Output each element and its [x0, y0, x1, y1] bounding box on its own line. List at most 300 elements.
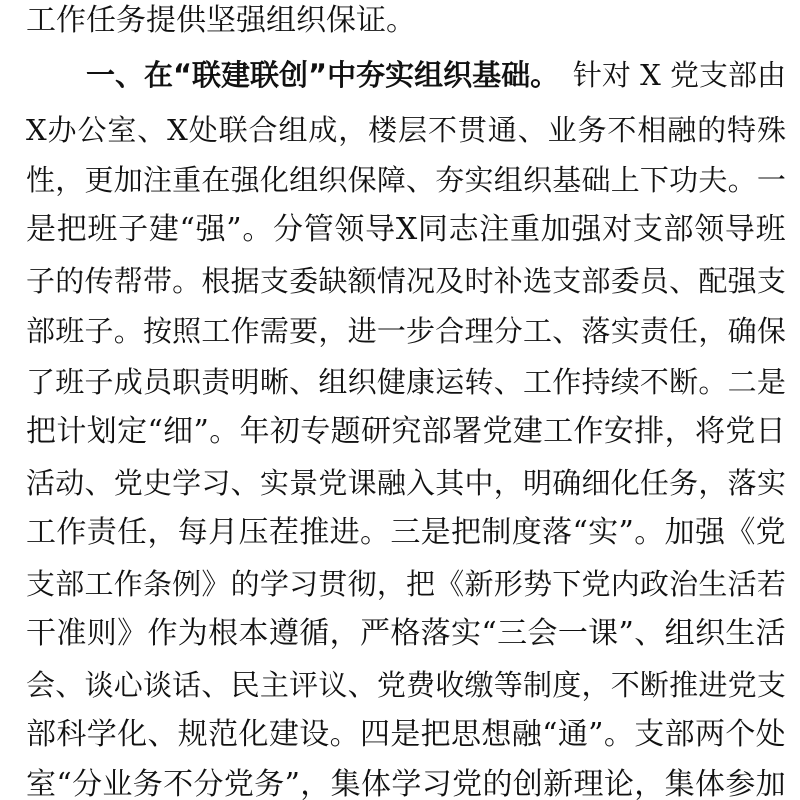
glyph: 党: [113, 466, 143, 500]
glyph: 议: [318, 668, 348, 702]
glyph: 是: [756, 365, 786, 399]
glyph: 定: [117, 414, 148, 449]
glyph: 循: [299, 616, 330, 651]
glyph: 题: [330, 414, 361, 449]
glyph: 组: [318, 365, 348, 399]
glyph: 民: [230, 668, 260, 702]
glyph: 党: [581, 567, 611, 601]
glyph: 下: [552, 567, 582, 601]
glyph: 保: [756, 314, 786, 348]
glyph: 推: [299, 515, 330, 550]
glyph: 管: [303, 212, 334, 247]
glyph: 处: [755, 717, 786, 752]
glyph: 融: [667, 113, 697, 147]
glyph: 功: [669, 163, 699, 197]
glyph: 学: [86, 717, 117, 752]
section-heading: 一、在“联建联创”中夯实组织基础。: [86, 58, 560, 92]
glyph: 部: [664, 717, 695, 752]
glyph: 中: [464, 466, 494, 500]
glyph: 续: [610, 365, 640, 399]
glyph: ，: [698, 466, 728, 500]
glyph: 》: [201, 567, 231, 601]
glyph: 加: [540, 212, 571, 247]
glyph: 转: [464, 365, 494, 399]
glyph: 作: [230, 314, 260, 348]
glyph: 划: [86, 414, 117, 449]
glyph: 把: [451, 515, 482, 550]
glyph: 习: [289, 567, 319, 601]
glyph: 照: [172, 314, 202, 348]
glyph: 党: [727, 668, 757, 702]
glyph: 度: [552, 668, 582, 702]
glyph: 不: [427, 113, 457, 147]
glyph: 习: [201, 466, 231, 500]
glyph: 分: [72, 767, 103, 800]
glyph: 四: [359, 717, 390, 752]
glyph: “: [56, 767, 72, 800]
text-line-5: [26, 205, 786, 255]
glyph: 政: [639, 567, 669, 601]
glyph: 想: [481, 717, 512, 752]
glyph: X: [395, 212, 418, 247]
glyph: 务: [577, 113, 607, 147]
glyph: 党: [755, 515, 786, 550]
glyph: 作: [56, 515, 87, 550]
glyph: 下: [639, 163, 669, 197]
glyph: 织: [347, 365, 377, 399]
glyph: 谈: [142, 668, 172, 702]
glyph: 科: [56, 717, 87, 752]
text-line-10: [26, 458, 786, 508]
glyph: 务: [669, 466, 699, 500]
glyph: 重: [172, 163, 202, 197]
glyph: 织: [522, 163, 552, 197]
glyph: 通: [487, 113, 517, 147]
glyph: 、: [137, 113, 167, 147]
glyph: 、: [147, 717, 178, 752]
glyph: 基: [552, 163, 582, 197]
glyph: 准: [56, 616, 87, 651]
glyph: 分: [273, 212, 304, 247]
glyph: 集: [664, 767, 695, 800]
glyph: 新: [543, 767, 574, 800]
glyph: 对: [602, 212, 633, 247]
glyph: 相: [637, 113, 667, 147]
glyph: 进: [347, 314, 377, 348]
glyph: 室: [26, 767, 56, 800]
glyph: 活: [26, 466, 56, 500]
glyph: 。: [172, 264, 202, 298]
glyph: 集: [330, 767, 361, 800]
glyph: 传: [84, 264, 114, 298]
glyph: 、: [406, 163, 436, 197]
glyph: X: [26, 113, 47, 147]
glyph: ”: [226, 212, 242, 247]
glyph: 同: [417, 212, 448, 247]
glyph: 、: [55, 668, 85, 702]
glyph: 室: [107, 113, 137, 147]
heading-tail-text: 针对 X 党支部由: [572, 58, 786, 92]
glyph: 实: [259, 466, 289, 500]
glyph: 。: [329, 717, 360, 752]
glyph: 建: [268, 717, 299, 752]
glyph: 确: [727, 314, 757, 348]
glyph: 建: [512, 414, 543, 449]
glyph: 支: [634, 717, 665, 752]
glyph: 通: [557, 717, 588, 752]
glyph: 为: [177, 616, 208, 651]
glyph: 强: [230, 163, 260, 197]
glyph: 时: [464, 264, 494, 298]
glyph: 工: [543, 414, 574, 449]
text-line-4: [26, 155, 786, 205]
glyph: 任: [669, 314, 699, 348]
glyph: 班: [755, 212, 786, 247]
glyph: 工: [522, 314, 552, 348]
glyph: 课: [347, 466, 377, 500]
glyph: 党: [318, 466, 348, 500]
glyph: 署: [452, 414, 483, 449]
glyph: 合: [435, 314, 465, 348]
glyph: 加: [755, 767, 786, 800]
glyph: 了: [26, 365, 56, 399]
glyph: 融: [376, 466, 406, 500]
glyph: 二: [727, 365, 757, 399]
glyph: 干: [26, 616, 56, 651]
glyph: 重: [510, 212, 540, 247]
glyph: 不: [639, 365, 669, 399]
section-heading-line: [86, 50, 786, 100]
glyph: 支: [26, 567, 56, 601]
glyph: ，: [338, 113, 368, 147]
glyph: 格: [390, 616, 421, 651]
glyph: 支: [756, 264, 786, 298]
glyph: 责: [639, 314, 669, 348]
glyph: 夯: [435, 163, 465, 197]
text-line-13: [26, 609, 786, 659]
glyph: 。: [209, 414, 240, 449]
glyph: 会: [26, 668, 56, 702]
glyph: 茬: [268, 515, 299, 550]
glyph: 按: [142, 314, 172, 348]
glyph: 部: [663, 212, 694, 247]
glyph: 成: [308, 113, 338, 147]
glyph: 实: [464, 163, 494, 197]
glyph: 设: [299, 717, 330, 752]
glyph: 新: [464, 567, 494, 601]
glyph: 领: [334, 212, 365, 247]
glyph: 日: [755, 414, 786, 449]
glyph: 、: [201, 668, 231, 702]
glyph: 》: [117, 616, 148, 651]
glyph: 运: [435, 365, 465, 399]
glyph: 联: [218, 113, 248, 147]
glyph: 化: [610, 466, 640, 500]
glyph: 是: [420, 515, 451, 550]
glyph: 额: [347, 264, 377, 298]
glyph: 融: [511, 717, 542, 752]
glyph: 工: [522, 365, 552, 399]
glyph: ，: [581, 668, 611, 702]
glyph: 明: [522, 466, 552, 500]
glyph: 。: [242, 212, 273, 247]
glyph: 强: [571, 212, 602, 247]
glyph: 强: [694, 515, 725, 550]
glyph: 等: [493, 668, 523, 702]
glyph: 的: [482, 767, 513, 800]
glyph: 学: [391, 767, 422, 800]
glyph: 三: [497, 616, 528, 651]
glyph: 加: [664, 515, 695, 550]
glyph: 上: [610, 163, 640, 197]
glyph: 形: [493, 567, 523, 601]
glyph: 班: [55, 365, 85, 399]
glyph: ，: [376, 567, 406, 601]
glyph: 导: [724, 212, 755, 247]
glyph: 子: [118, 212, 149, 247]
glyph: 导: [365, 212, 396, 247]
glyph: 活: [755, 616, 786, 651]
glyph: ”: [618, 616, 634, 651]
glyph: 条: [142, 567, 172, 601]
glyph: 员: [639, 264, 669, 298]
glyph: 。: [359, 515, 390, 550]
glyph: 落: [581, 314, 611, 348]
glyph: 职: [172, 365, 202, 399]
glyph: 党: [725, 414, 756, 449]
glyph: ，: [55, 163, 85, 197]
glyph: 作: [573, 414, 604, 449]
glyph: “: [179, 212, 195, 247]
glyph: 实: [756, 466, 786, 500]
glyph: 的: [697, 113, 727, 147]
glyph: 专: [300, 414, 331, 449]
glyph: 年: [239, 414, 270, 449]
glyph: 支: [632, 212, 663, 247]
glyph: 支: [552, 264, 582, 298]
glyph: 会: [527, 616, 558, 651]
glyph: 学: [172, 466, 202, 500]
glyph: 本: [238, 616, 269, 651]
glyph: 步: [406, 314, 436, 348]
glyph: 则: [86, 616, 117, 651]
glyph: 进: [698, 668, 728, 702]
glyph: 主: [259, 668, 289, 702]
glyph: 费: [406, 668, 436, 702]
glyph: ”: [588, 717, 604, 752]
line-text: 工作任务提供坚强组织保证。: [26, 3, 416, 38]
glyph: 、: [552, 314, 582, 348]
glyph: 理: [464, 314, 494, 348]
glyph: 收: [435, 668, 465, 702]
glyph: 志: [448, 212, 479, 247]
glyph: 据: [230, 264, 260, 298]
glyph: 是: [390, 717, 421, 752]
glyph: 内: [610, 567, 640, 601]
glyph: 。: [634, 515, 665, 550]
glyph: 处: [188, 113, 218, 147]
glyph: 组: [289, 163, 319, 197]
glyph: ，: [493, 466, 523, 500]
glyph: 班: [87, 212, 118, 247]
glyph: 、: [669, 264, 699, 298]
glyph: 习: [421, 767, 452, 800]
glyph: 遵: [268, 616, 299, 651]
glyph: 其: [435, 466, 465, 500]
glyph: 党: [482, 414, 513, 449]
glyph: “: [147, 414, 163, 449]
glyph: “: [542, 717, 558, 752]
glyph: 注: [479, 212, 510, 247]
glyph: 康: [406, 365, 436, 399]
glyph: 缴: [464, 668, 494, 702]
glyph: 作: [147, 616, 178, 651]
glyph: 是: [26, 212, 56, 247]
glyph: 、: [634, 616, 665, 651]
glyph: 断: [669, 365, 699, 399]
glyph: 严: [359, 616, 390, 651]
glyph: 、: [289, 365, 319, 399]
glyph: 谈: [84, 668, 114, 702]
glyph: 责: [201, 365, 231, 399]
glyph: 况: [406, 264, 436, 298]
text-line-7: [26, 306, 786, 356]
glyph: ，: [329, 616, 360, 651]
glyph: 选: [522, 264, 552, 298]
glyph: 业: [102, 767, 133, 800]
glyph: 化: [238, 717, 269, 752]
glyph: 话: [172, 668, 202, 702]
glyph: 领: [694, 212, 725, 247]
glyph: 特: [727, 113, 757, 147]
glyph: ”: [284, 767, 300, 800]
glyph: 范: [208, 717, 239, 752]
glyph: ，: [634, 767, 665, 800]
glyph: 动: [55, 466, 85, 500]
glyph: “: [572, 515, 588, 550]
glyph: 落: [420, 616, 451, 651]
text-line-16: [26, 760, 786, 800]
glyph: 实: [610, 314, 640, 348]
glyph: 一: [376, 314, 406, 348]
glyph: 不: [163, 767, 194, 800]
glyph: 。: [727, 163, 757, 197]
glyph: 创: [512, 767, 543, 800]
glyph: 每: [177, 515, 208, 550]
glyph: 保: [347, 163, 377, 197]
text-line-15: [26, 710, 786, 760]
glyph: 实: [588, 515, 619, 550]
glyph: 把: [56, 212, 87, 247]
text-line-14: [26, 660, 786, 710]
glyph: 晰: [259, 365, 289, 399]
glyph: 化: [259, 163, 289, 197]
glyph: 班: [55, 314, 85, 348]
glyph: 体: [361, 767, 391, 800]
glyph: 带: [142, 264, 172, 298]
glyph: 贯: [318, 567, 348, 601]
glyph: 工: [201, 314, 231, 348]
glyph: 部: [26, 314, 56, 348]
glyph: 组: [278, 113, 308, 147]
glyph: 员: [142, 365, 172, 399]
glyph: 体: [694, 767, 725, 800]
glyph: 度: [511, 515, 542, 550]
glyph: 把: [406, 567, 436, 601]
glyph: 、: [347, 668, 377, 702]
glyph: 殊: [756, 113, 786, 147]
glyph: 及: [435, 264, 465, 298]
glyph: 支: [756, 668, 786, 702]
glyph: 评: [289, 668, 319, 702]
glyph: 建: [148, 212, 179, 247]
glyph: 责: [86, 515, 117, 550]
glyph: 活: [727, 567, 757, 601]
text-line-9: [26, 407, 786, 457]
glyph: 补: [493, 264, 523, 298]
glyph: 根: [201, 264, 231, 298]
glyph: 化: [117, 717, 148, 752]
glyph: 部: [55, 567, 85, 601]
glyph: 制: [481, 515, 512, 550]
glyph: 分: [493, 314, 523, 348]
glyph: 分: [193, 767, 224, 800]
glyph: 任: [639, 466, 669, 500]
glyph: 确: [552, 466, 582, 500]
glyph: 作: [552, 365, 582, 399]
glyph: ，: [698, 314, 728, 348]
glyph: 配: [698, 264, 728, 298]
glyph: 不: [610, 668, 640, 702]
text-line-6: [26, 256, 786, 306]
glyph: 进: [329, 515, 360, 550]
glyph: 断: [639, 668, 669, 702]
glyph: 落: [727, 466, 757, 500]
glyph: 学: [259, 567, 289, 601]
glyph: 规: [177, 717, 208, 752]
glyph: 制: [522, 668, 552, 702]
glyph: 课: [588, 616, 619, 651]
glyph: 三: [390, 515, 421, 550]
glyph: 的: [230, 567, 260, 601]
glyph: ，: [147, 515, 178, 550]
glyph: 务: [132, 767, 163, 800]
glyph: 组: [493, 163, 523, 197]
glyph: 一: [557, 616, 588, 651]
glyph: 不: [607, 113, 637, 147]
glyph: 研: [361, 414, 391, 449]
glyph: 的: [55, 264, 85, 298]
glyph: 细: [163, 414, 194, 449]
glyph: ，: [664, 414, 695, 449]
glyph: 务: [254, 767, 285, 800]
glyph: 排: [634, 414, 665, 449]
glyph: 子: [84, 365, 114, 399]
glyph: 计: [56, 414, 87, 449]
glyph: 层: [398, 113, 428, 147]
glyph: 部: [26, 717, 56, 752]
glyph: 史: [142, 466, 172, 500]
glyph: 委: [610, 264, 640, 298]
glyph: 支: [259, 264, 289, 298]
glyph: 注: [142, 163, 172, 197]
glyph: 公: [77, 113, 107, 147]
glyph: 在: [201, 163, 231, 197]
glyph: 、: [517, 113, 547, 147]
glyph: 子: [26, 264, 56, 298]
glyph: 合: [248, 113, 278, 147]
glyph: 落: [542, 515, 573, 550]
